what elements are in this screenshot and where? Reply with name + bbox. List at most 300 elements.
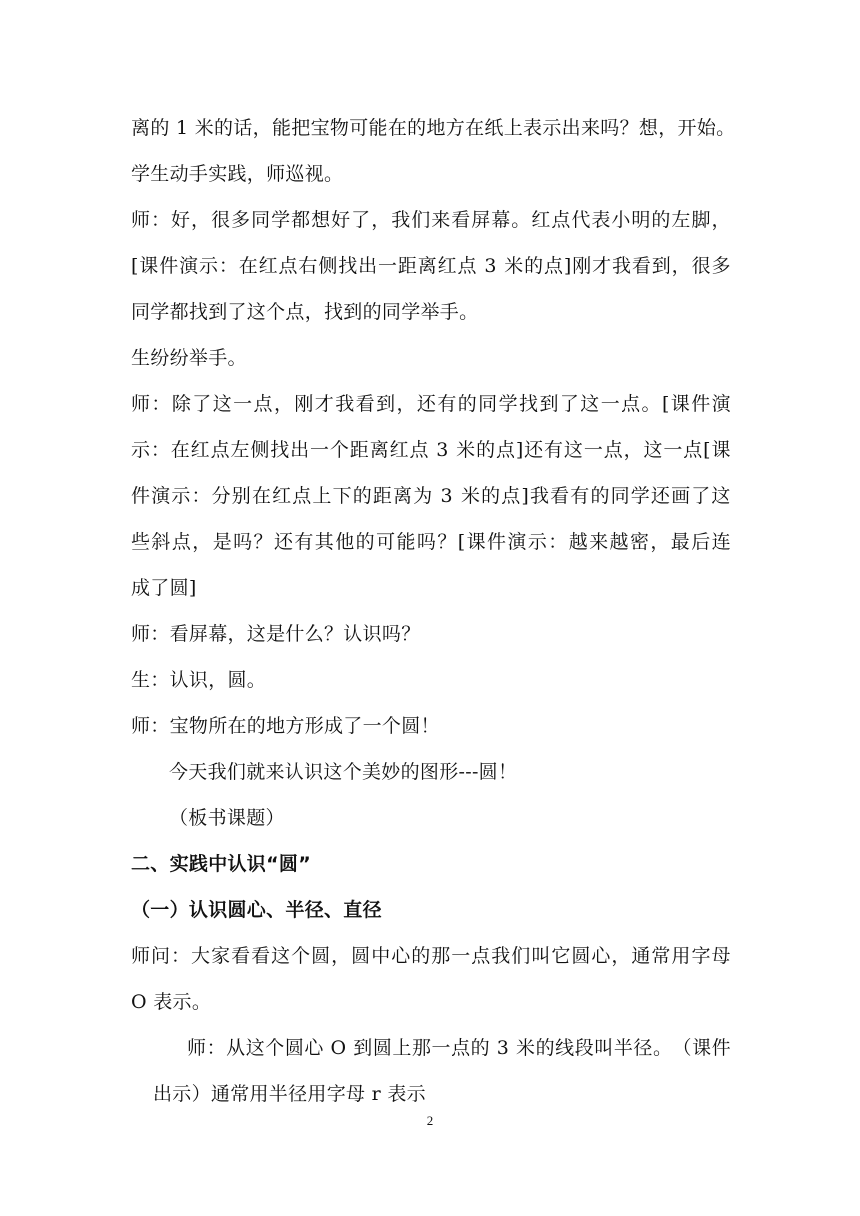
text-glyph: 的 [150, 117, 170, 139]
text-glyph: 3 [484, 255, 497, 277]
text-glyph: 线 [555, 1037, 575, 1059]
text-glyph: 想 [311, 209, 331, 231]
paragraph-line [131, 105, 736, 151]
text-glyph [429, 427, 435, 473]
text-glyph: 很 [691, 255, 711, 277]
text-glyph: 离 [369, 439, 389, 461]
text-glyph: 点 [471, 945, 491, 967]
text-glyph: 地 [426, 117, 446, 139]
text-glyph: 他 [335, 531, 355, 553]
text-glyph: 一 [310, 439, 330, 461]
text-glyph: 课 [139, 255, 159, 277]
text-glyph: ， [331, 945, 351, 967]
paragraph-line: 师：看屏幕，这是什么？认识吗？ [131, 623, 421, 645]
text-glyph: 刚 [294, 393, 314, 415]
text-glyph: ， [623, 439, 643, 461]
text-glyph: 家 [211, 945, 231, 967]
text-glyph: 件 [691, 393, 711, 415]
text-glyph: 上 [312, 485, 332, 507]
text-glyph: 一 [600, 393, 621, 415]
text-glyph: 学 [498, 393, 518, 415]
text-glyph: 始 [696, 117, 717, 139]
document-body [131, 105, 736, 1117]
paragraph-line [131, 197, 731, 243]
text-glyph: 的 [470, 1037, 490, 1059]
text-glyph: 还 [650, 485, 671, 507]
text-glyph: 方 [445, 117, 466, 139]
text-glyph: ： [548, 531, 568, 553]
text-glyph: 代 [571, 209, 591, 231]
text-glyph: 段 [574, 1037, 595, 1059]
text-glyph: ： [151, 209, 171, 231]
text-glyph: 这 [643, 439, 663, 461]
text-glyph: 上 [503, 117, 524, 139]
text-glyph: ？ [619, 117, 639, 139]
text-glyph: 离 [417, 255, 438, 277]
text-glyph: 它 [551, 945, 571, 967]
text-glyph: 幕 [491, 209, 511, 231]
text-glyph: 圆 [284, 1037, 305, 1059]
text-glyph: 米 [460, 485, 481, 507]
text-glyph: 在 [387, 117, 408, 139]
text-glyph: 字 [691, 945, 711, 967]
text-glyph: 一 [431, 1037, 451, 1059]
text-glyph: 中 [371, 945, 391, 967]
text-glyph: 有 [437, 393, 457, 415]
text-glyph: 点 [501, 485, 521, 507]
text-glyph: [ [131, 255, 139, 277]
text-glyph: ， [192, 531, 212, 553]
text-glyph: [ [661, 393, 670, 415]
paragraph-line [131, 519, 731, 565]
text-glyph: 来 [589, 531, 609, 553]
text-glyph: ] [515, 439, 524, 461]
text-glyph: 点 [683, 439, 703, 461]
text-glyph: 距 [349, 439, 370, 461]
paragraph-line: 同学都找到了这个点，找到的同学举手。 [131, 301, 479, 323]
text-glyph: 可 [349, 117, 369, 139]
text-glyph: [ [457, 531, 466, 553]
text-glyph: 件 [487, 531, 507, 553]
text-glyph: 示 [198, 255, 219, 277]
text-glyph: 那 [431, 945, 451, 967]
text-glyph: 个 [265, 1037, 285, 1059]
text-glyph: 圆 [351, 945, 371, 967]
text-glyph: 了 [559, 393, 580, 415]
text-glyph: 的 [411, 945, 431, 967]
text-glyph: 了 [691, 485, 711, 507]
text-glyph: 点 [603, 439, 624, 461]
text-glyph: ： [206, 1037, 226, 1059]
text-glyph: 上 [392, 1037, 412, 1059]
text-glyph: 别 [231, 485, 252, 507]
text-glyph: 物 [329, 117, 350, 139]
text-glyph: 演 [151, 485, 171, 507]
text-glyph: 有 [544, 439, 564, 461]
text-glyph: 同 [251, 209, 271, 231]
text-glyph: 找 [519, 393, 539, 415]
text-glyph [347, 1025, 353, 1071]
text-glyph: 来 [580, 117, 601, 139]
page-number: 2 [426, 1113, 434, 1128]
text-glyph: 心 [591, 945, 611, 967]
text-glyph: 叫 [531, 945, 551, 967]
text-glyph: 件 [131, 485, 151, 507]
text-glyph: 同 [478, 393, 498, 415]
text-glyph: 最 [670, 531, 691, 553]
text-glyph: ， [711, 209, 731, 231]
text-glyph: 看 [550, 485, 570, 507]
text-glyph: ， [658, 117, 678, 139]
text-glyph: 一 [451, 945, 471, 967]
text-glyph: 多 [711, 255, 731, 277]
text-glyph: [ [703, 439, 711, 461]
text-glyph: 这 [271, 945, 291, 967]
paragraph-line: O 表示。 [131, 991, 212, 1013]
paragraph-line: （板书课题） [169, 807, 285, 829]
text-glyph: 看 [355, 393, 375, 415]
paragraph-line: 今天我们就来认识这个美妙的图形---圆！ [169, 761, 518, 783]
text-glyph: 越 [568, 531, 588, 553]
text-glyph: 点 [621, 393, 641, 415]
paragraph-line [131, 381, 731, 427]
text-glyph: 的 [457, 393, 478, 415]
text-glyph: 纸 [484, 117, 504, 139]
text-glyph: 来 [431, 209, 451, 231]
text-glyph: 的 [481, 485, 501, 507]
text-glyph: 出 [358, 255, 378, 277]
text-glyph: 学 [630, 485, 651, 507]
text-glyph: 除 [171, 393, 192, 415]
text-glyph: 。 [716, 117, 736, 139]
text-glyph: 问 [151, 945, 171, 967]
text-glyph: 宝 [310, 117, 330, 139]
text-glyph: 开 [677, 117, 697, 139]
text-glyph [324, 1025, 330, 1071]
text-glyph: 是 [212, 531, 232, 553]
text-glyph: 的 [214, 117, 234, 139]
paragraph-line [131, 1025, 731, 1071]
text-glyph: 吗 [416, 531, 437, 553]
text-glyph: 离 [393, 485, 413, 507]
text-glyph [477, 243, 483, 289]
text-glyph: 大 [191, 945, 211, 967]
text-glyph: 密 [629, 531, 650, 553]
text-glyph: 还 [416, 393, 437, 415]
paragraph-line: 生：认识，圆。 [131, 669, 267, 691]
text-glyph: 还 [273, 531, 294, 553]
text-glyph: 有 [294, 531, 314, 553]
text-glyph: 演 [507, 531, 527, 553]
text-glyph: ： [171, 945, 191, 967]
text-glyph: 的 [651, 209, 671, 231]
text-glyph: 小 [611, 209, 631, 231]
paragraph-line [131, 473, 731, 519]
text-glyph: 的 [590, 485, 610, 507]
text-glyph: ， [671, 255, 691, 277]
text-glyph: 在 [170, 439, 191, 461]
text-glyph: 能 [271, 117, 292, 139]
text-glyph: 明 [631, 209, 651, 231]
text-glyph: 出 [290, 439, 310, 461]
text-glyph: 下 [332, 485, 352, 507]
text-glyph: 点 [457, 255, 477, 277]
text-glyph: 红 [258, 255, 278, 277]
text-glyph: 个 [329, 439, 350, 461]
text-glyph: 那 [411, 1037, 432, 1059]
text-glyph: ： [151, 393, 171, 415]
text-glyph: ， [191, 209, 211, 231]
text-glyph: ： [191, 485, 211, 507]
text-glyph: 右 [298, 255, 318, 277]
text-glyph: 示 [131, 439, 151, 461]
text-glyph: 点 [409, 439, 429, 461]
text-glyph: 找 [338, 255, 358, 277]
text-glyph: 个 [291, 945, 311, 967]
text-glyph: 示 [542, 117, 562, 139]
text-glyph: ： [150, 439, 171, 461]
text-glyph: 些 [131, 531, 151, 553]
paragraph-line: 师：宝物所在的地方形成了一个圆！ [131, 715, 440, 737]
text-glyph: ， [252, 117, 272, 139]
text-glyph: 叫 [594, 1037, 614, 1059]
text-glyph: 在 [251, 485, 272, 507]
text-glyph: 我 [491, 945, 511, 967]
text-glyph: 我 [335, 393, 355, 415]
text-glyph: ： [218, 255, 239, 277]
text-glyph: 找 [270, 439, 290, 461]
text-glyph: 能 [396, 531, 416, 553]
text-glyph: 一 [377, 255, 398, 277]
text-glyph: O [330, 1037, 347, 1059]
paragraph-line [131, 427, 731, 473]
text-glyph: 点 [551, 209, 571, 231]
text-glyph: 为 [413, 485, 433, 507]
section-heading: 二、实践中认识“圆” [131, 853, 311, 875]
text-glyph: 圆 [571, 945, 591, 967]
text-glyph: 的 [535, 1037, 555, 1059]
text-glyph: 脚 [691, 209, 711, 231]
text-glyph: 好 [331, 209, 351, 231]
paragraph-line: 成了圆] [131, 577, 197, 599]
text-glyph: 师 [131, 945, 151, 967]
text-glyph: 一 [583, 439, 604, 461]
text-glyph: 话 [233, 117, 253, 139]
text-glyph: 件 [159, 255, 179, 277]
text-glyph: 师 [131, 209, 151, 231]
text-glyph: 到 [353, 1037, 373, 1059]
text-glyph: 米 [504, 255, 524, 277]
text-glyph: 画 [671, 485, 691, 507]
text-glyph: 课 [692, 1037, 712, 1059]
text-glyph: 师 [187, 1037, 207, 1059]
text-glyph: 径 [633, 1037, 653, 1059]
text-glyph: ， [371, 209, 391, 231]
text-glyph: 演 [711, 393, 731, 415]
text-glyph: 1 [175, 117, 189, 139]
text-glyph: 点 [210, 439, 230, 461]
text-glyph: 在 [238, 255, 259, 277]
text-glyph: 距 [397, 255, 418, 277]
text-glyph: 们 [511, 945, 531, 967]
text-glyph: 示 [171, 485, 191, 507]
text-glyph: 在 [465, 117, 485, 139]
text-glyph: 屏 [471, 209, 491, 231]
text-glyph: 侧 [318, 255, 338, 277]
text-glyph: 圆 [311, 945, 331, 967]
text-glyph: 多 [231, 209, 251, 231]
text-glyph: 通 [631, 945, 651, 967]
text-glyph: 都 [291, 209, 311, 231]
text-glyph: 红 [389, 439, 409, 461]
text-glyph: 点 [495, 439, 516, 461]
text-glyph: 用 [671, 945, 691, 967]
text-glyph: 红 [272, 485, 292, 507]
text-glyph: ， [273, 393, 294, 415]
text-glyph: 到 [651, 255, 672, 277]
text-glyph: 有 [570, 485, 590, 507]
text-glyph: 米 [516, 1037, 536, 1059]
text-glyph: 课 [711, 439, 731, 461]
text-glyph: ， [396, 393, 416, 415]
text-glyph: ， [650, 531, 670, 553]
paragraph-line [131, 243, 731, 289]
text-glyph: 看 [231, 945, 251, 967]
text-glyph: ， [611, 945, 631, 967]
text-glyph: 心 [304, 1037, 324, 1059]
text-glyph: 表 [591, 209, 611, 231]
text-glyph: 把 [291, 117, 311, 139]
text-glyph: 们 [411, 209, 431, 231]
paragraph-line: 生纷纷举手。 [131, 347, 247, 369]
text-glyph: 距 [372, 485, 393, 507]
text-glyph: 点 [253, 393, 273, 415]
text-glyph: 师 [131, 393, 151, 415]
text-glyph: 同 [610, 485, 630, 507]
text-glyph: 半 [613, 1037, 634, 1059]
text-glyph: 才 [314, 393, 335, 415]
text-glyph: 点 [451, 1037, 471, 1059]
text-glyph: 左 [230, 439, 250, 461]
text-glyph: 的 [352, 485, 373, 507]
text-glyph: 左 [671, 209, 691, 231]
text-glyph: 的 [524, 255, 544, 277]
text-glyph: 看 [251, 945, 271, 967]
text-glyph: 红 [531, 209, 551, 231]
text-glyph: 越 [609, 531, 629, 553]
text-glyph: 才 [592, 255, 612, 277]
text-glyph [449, 427, 455, 473]
text-glyph: 3 [440, 485, 453, 507]
text-glyph [454, 473, 460, 519]
text-glyph: 演 [179, 255, 199, 277]
text-glyph: 可 [376, 531, 396, 553]
text-glyph [509, 1025, 515, 1071]
text-glyph: 很 [211, 209, 231, 231]
text-glyph: 好 [171, 209, 191, 231]
paragraph-line: 出示）通常用半径用字母 r 表示 [153, 1083, 426, 1105]
text-glyph: 了 [192, 393, 212, 415]
text-glyph: 示 [527, 531, 548, 553]
text-glyph: 。 [652, 1037, 673, 1059]
subsection-heading: （一）认识圆心、半径、直径 [131, 899, 382, 921]
text-glyph: 我 [529, 485, 550, 507]
text-glyph: 离 [131, 117, 151, 139]
text-glyph: 点 [292, 485, 312, 507]
text-glyph: 点 [278, 255, 298, 277]
text-glyph: 3 [496, 1037, 510, 1059]
text-glyph: 我 [612, 255, 632, 277]
text-glyph: 其 [314, 531, 335, 553]
text-glyph: 出 [561, 117, 581, 139]
text-glyph: 米 [194, 117, 215, 139]
text-glyph: 母 [711, 945, 731, 967]
text-glyph: 侧 [250, 439, 270, 461]
text-glyph: 米 [456, 439, 476, 461]
text-glyph: ] [521, 485, 530, 507]
text-glyph: 看 [451, 209, 471, 231]
text-glyph: 3 [436, 439, 449, 461]
text-glyph: 我 [391, 209, 411, 231]
text-glyph: ？ [437, 531, 457, 553]
text-glyph [490, 1025, 496, 1071]
text-glyph: 。 [641, 393, 661, 415]
text-glyph: 一 [663, 439, 683, 461]
text-glyph: 的 [355, 531, 375, 553]
text-glyph: 心 [391, 945, 411, 967]
text-glyph: 点 [544, 255, 564, 277]
text-glyph: 红 [190, 439, 210, 461]
text-glyph: 后 [691, 531, 711, 553]
text-glyph: 的 [476, 439, 496, 461]
text-glyph: 了 [351, 209, 371, 231]
text-glyph: 想 [638, 117, 659, 139]
text-glyph: 课 [670, 393, 691, 415]
text-glyph: 学 [271, 209, 291, 231]
text-glyph: 刚 [572, 255, 592, 277]
text-glyph: 分 [211, 485, 231, 507]
text-glyph: 圆 [372, 1037, 393, 1059]
text-glyph: 。 [511, 209, 531, 231]
text-glyph: ] [563, 255, 572, 277]
text-glyph: 到 [539, 393, 559, 415]
text-glyph: 从 [226, 1037, 246, 1059]
text-glyph: 红 [437, 255, 457, 277]
text-glyph [497, 243, 503, 289]
paragraph-line: 学生动手实践，师巡视。 [131, 163, 344, 185]
paragraph-line [131, 933, 731, 979]
text-glyph: 这 [563, 439, 584, 461]
text-glyph: 到 [376, 393, 396, 415]
text-glyph: 能 [368, 117, 388, 139]
text-glyph: 斜 [151, 531, 171, 553]
text-glyph: 看 [631, 255, 652, 277]
text-glyph: 点 [171, 531, 192, 553]
text-glyph: 这 [245, 1037, 265, 1059]
text-glyph: 这 [580, 393, 600, 415]
text-glyph: 吗 [600, 117, 620, 139]
text-glyph: 的 [407, 117, 427, 139]
text-glyph: 表 [523, 117, 543, 139]
text-glyph: 还 [524, 439, 544, 461]
text-glyph: 连 [711, 531, 731, 553]
text-glyph: 常 [651, 945, 671, 967]
text-glyph [433, 473, 439, 519]
text-glyph: ？ [253, 531, 273, 553]
text-glyph: 吗 [233, 531, 253, 553]
text-glyph: 件 [711, 1037, 731, 1059]
text-glyph: 这 [212, 393, 232, 415]
